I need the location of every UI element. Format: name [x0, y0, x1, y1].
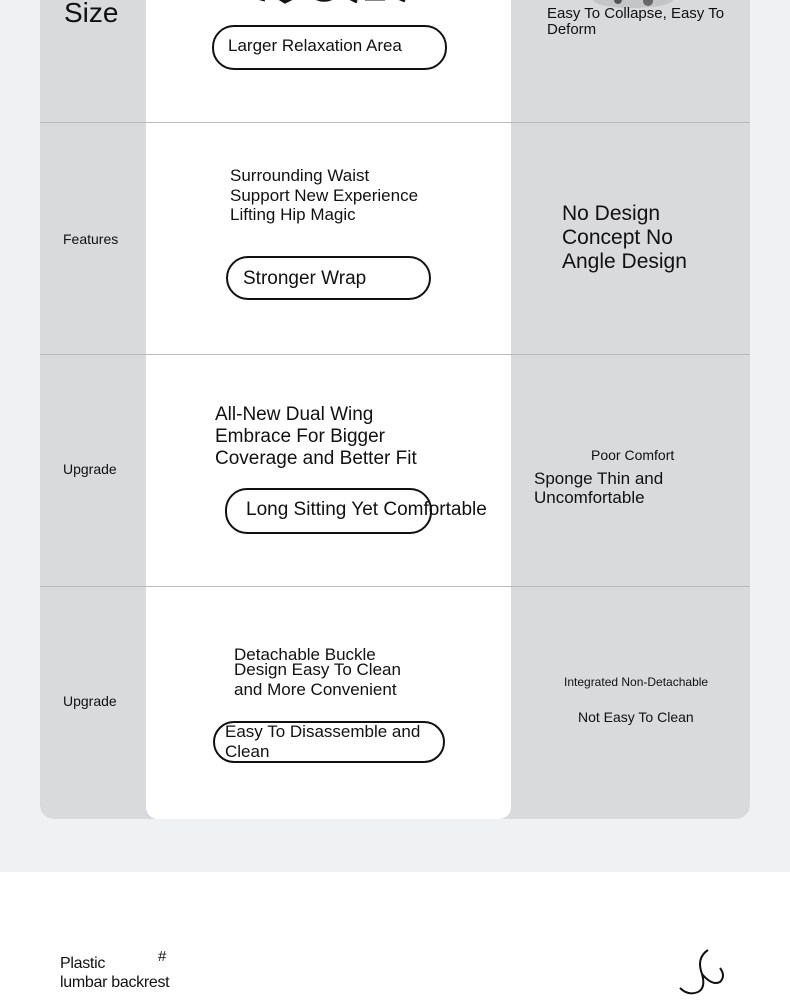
comfort-right-text: Sponge Thin and Uncomfortable — [534, 469, 664, 507]
row-divider — [40, 122, 750, 123]
upgrade-description: All-New Dual Wing Embrace For Bigger Coverage and Better Fit — [215, 404, 417, 469]
detachable-description: Design Easy To Clean and More Convenient — [234, 660, 401, 699]
pill-label: Larger Relaxation Area — [228, 36, 402, 55]
brand-line-2: lumbar backrest — [60, 974, 170, 991]
pill-label: Long Sitting Yet Comfortable — [246, 499, 487, 520]
comparison-table — [40, 0, 750, 819]
clean-right-text: Not Easy To Clean — [578, 709, 694, 725]
row-label-features: Features — [63, 231, 119, 247]
pill-label: Stronger Wrap — [243, 268, 367, 289]
features-right-text: No Design Concept No Angle Design — [562, 202, 687, 273]
curve-logo-icon — [676, 946, 728, 1000]
pill-larger-relaxation-area[interactable] — [212, 25, 447, 70]
pill-easy-disassemble[interactable] — [213, 721, 445, 763]
comfort-title: Poor Comfort — [591, 447, 675, 463]
row-divider — [40, 586, 750, 587]
brand-line-1: Plastic — [60, 955, 106, 972]
row-label-upgrade: Upgrade — [63, 461, 117, 477]
pill-stronger-wrap[interactable] — [226, 256, 431, 300]
row-label-size: Size — [64, 0, 119, 28]
features-description: Surrounding Waist Support New Experience Lifting Hip Magic — [230, 166, 419, 224]
pill-label: Easy To Disassemble and Clean — [225, 722, 421, 761]
row-label-upgrade-2: Upgrade — [63, 693, 117, 709]
pill-long-sitting[interactable] — [225, 488, 487, 534]
cut-heading-strokes — [245, 0, 415, 6]
integrated-title: Integrated Non-Detachable — [564, 675, 709, 689]
row-divider — [40, 354, 750, 355]
brand-logo-text — [60, 954, 169, 992]
detachable-title: Detachable Buckle — [234, 645, 376, 664]
hash-mark: # — [158, 948, 167, 965]
size-right-text: Easy To Collapse, Easy To Deform — [547, 5, 725, 38]
